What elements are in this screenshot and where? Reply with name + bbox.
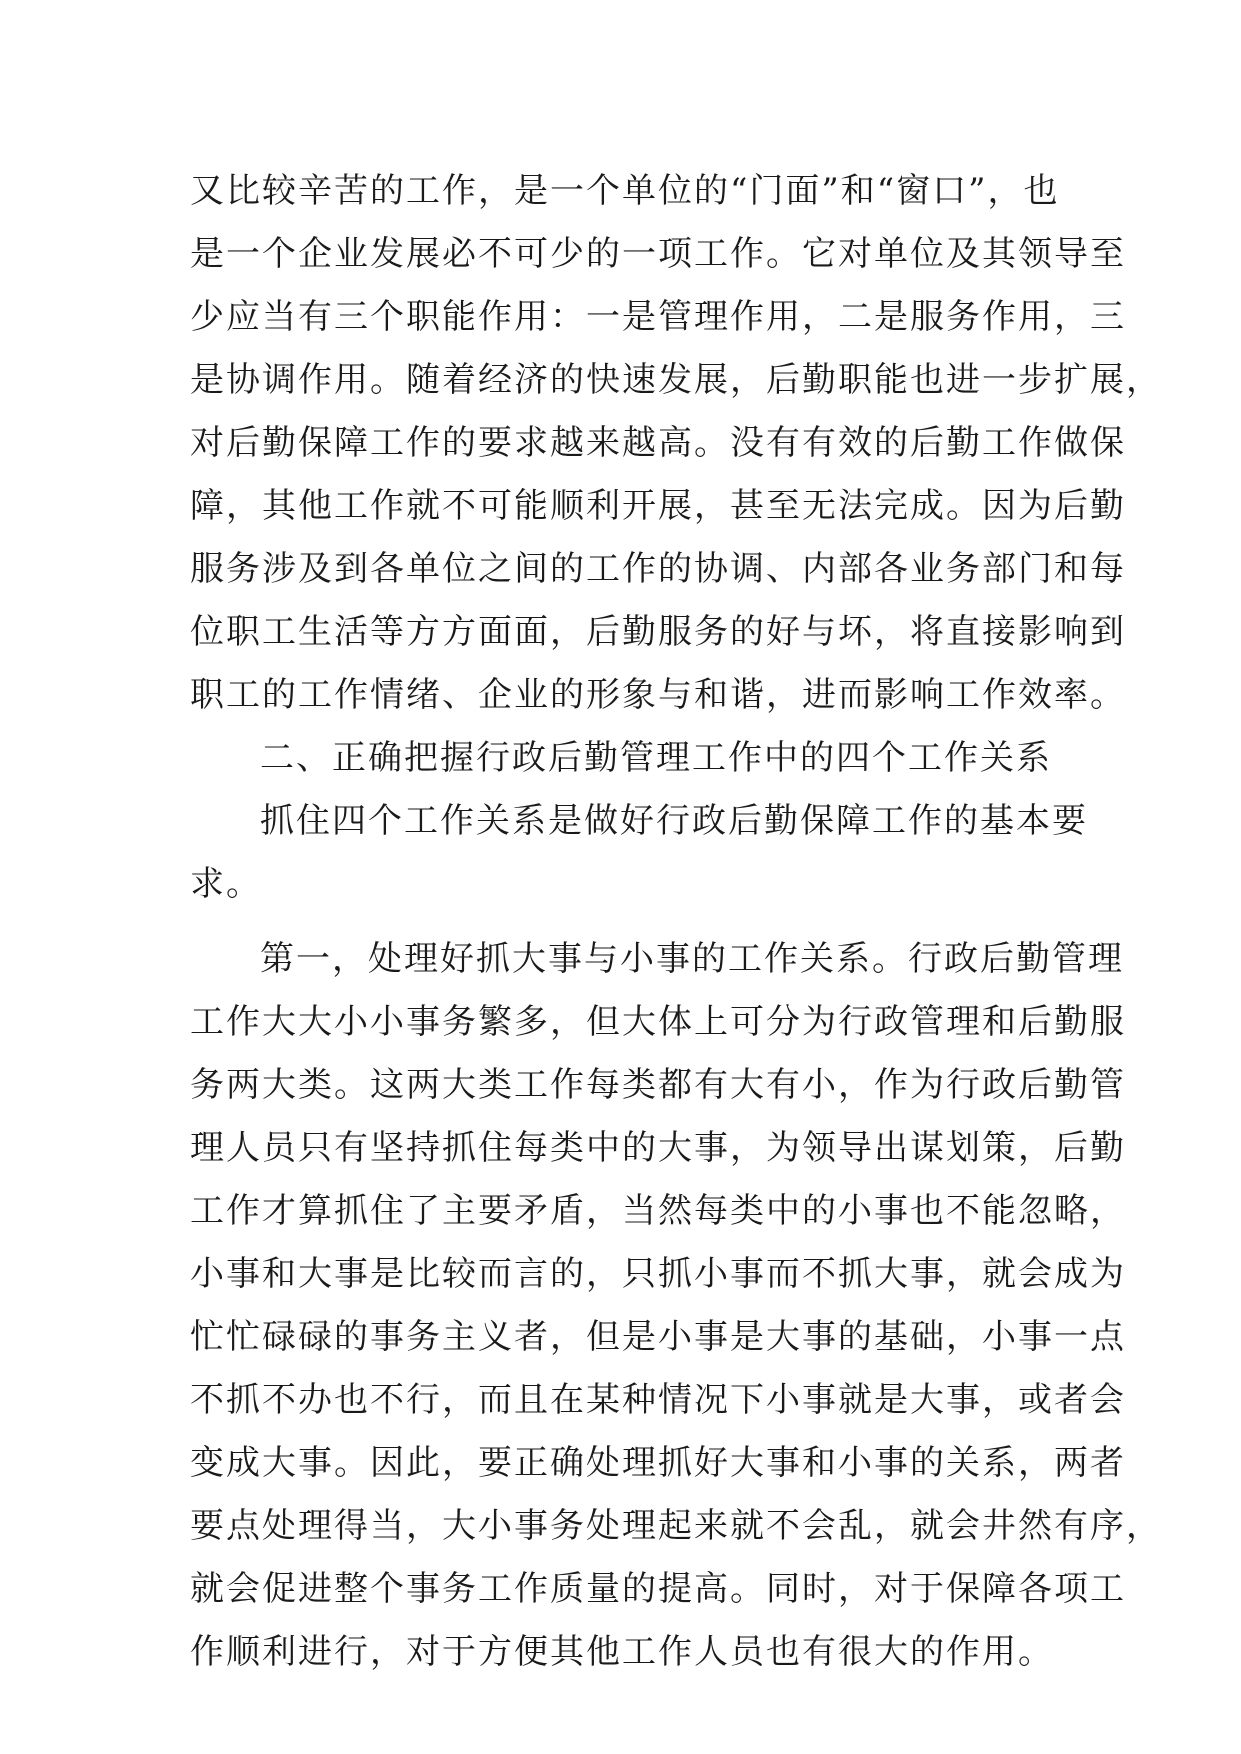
text-line: 抓住四个工作关系是做好行政后勤保障工作的基本要 [260,801,1088,841]
paragraph-gap [190,916,1050,928]
section-heading [190,727,1050,790]
text-line: 职工的工作情绪、企业的形象与和谐，进而影响工作效率。 [190,675,1126,715]
text-line: 是协调作用。随着经济的快速发展，后勤职能也进一步扩展， [190,360,1162,400]
text-line: 服务涉及到各单位之间的工作的协调、内部各业务部门和每 [190,549,1126,589]
text-line [190,1684,1050,1747]
heading-line: 二、正确把握行政后勤管理工作中的四个工作关系 [260,738,1052,778]
paragraph-big-small-matters [190,928,1162,1747]
text-line: 理人员只有坚持抓住每类中的大事，为领导出谋划策，后勤 [190,1128,1126,1168]
text-line: 就会促进整个事务工作质量的提高。同时，对于保障各项工 [190,1569,1126,1609]
text-line: 忙忙碌碌的事务主义者，但是小事是大事的基础，小事一点 [190,1317,1126,1357]
text-line: 是一个企业发展必不可少的一项工作。它对单位及其领导至 [190,234,1126,274]
text-line: 求。 [190,864,262,904]
text-line: 第一，处理好抓大事与小事的工作关系。行政后勤管理 [260,939,1124,979]
text-line: 变成大事。因此，要正确处理抓好大事和小事的关系，两者 [190,1443,1126,1483]
text-line: 又比较辛苦的工作，是一个单位的“门面”和“窗口”，也 [190,171,1060,211]
paragraph-logistics-role [190,160,1162,727]
text-line: 位职工生活等方方面面，后勤服务的好与坏，将直接影响到 [190,612,1126,652]
text-line: 务两大类。这两大类工作每类都有大有小，作为行政后勤管 [190,1065,1126,1105]
document-body [190,160,1162,1747]
text-line: 要点处理得当，大小事务处理起来就不会乱，就会井然有序， [190,1506,1162,1546]
paragraph-four-relations [190,790,1088,916]
text-line: 作顺利进行，对于方便其他工作人员也有很大的作用。 [190,1632,1054,1672]
text-line: 工作大大小小事务繁多，但大体上可分为行政管理和后勤服 [190,1002,1126,1042]
text-line: 不抓不办也不行，而且在某种情况下小事就是大事，或者会 [190,1380,1126,1420]
text-line: 障，其他工作就不可能顺利开展，甚至无法完成。因为后勤 [190,486,1126,526]
text-line: 对后勤保障工作的要求越来越高。没有有效的后勤工作做保 [190,423,1126,463]
text-line: 工作才算抓住了主要矛盾，当然每类中的小事也不能忽略， [190,1191,1126,1231]
text-line: 小事和大事是比较而言的，只抓小事而不抓大事，就会成为 [190,1254,1126,1294]
text-line: 少应当有三个职能作用：一是管理作用，二是服务作用，三 [190,297,1126,337]
